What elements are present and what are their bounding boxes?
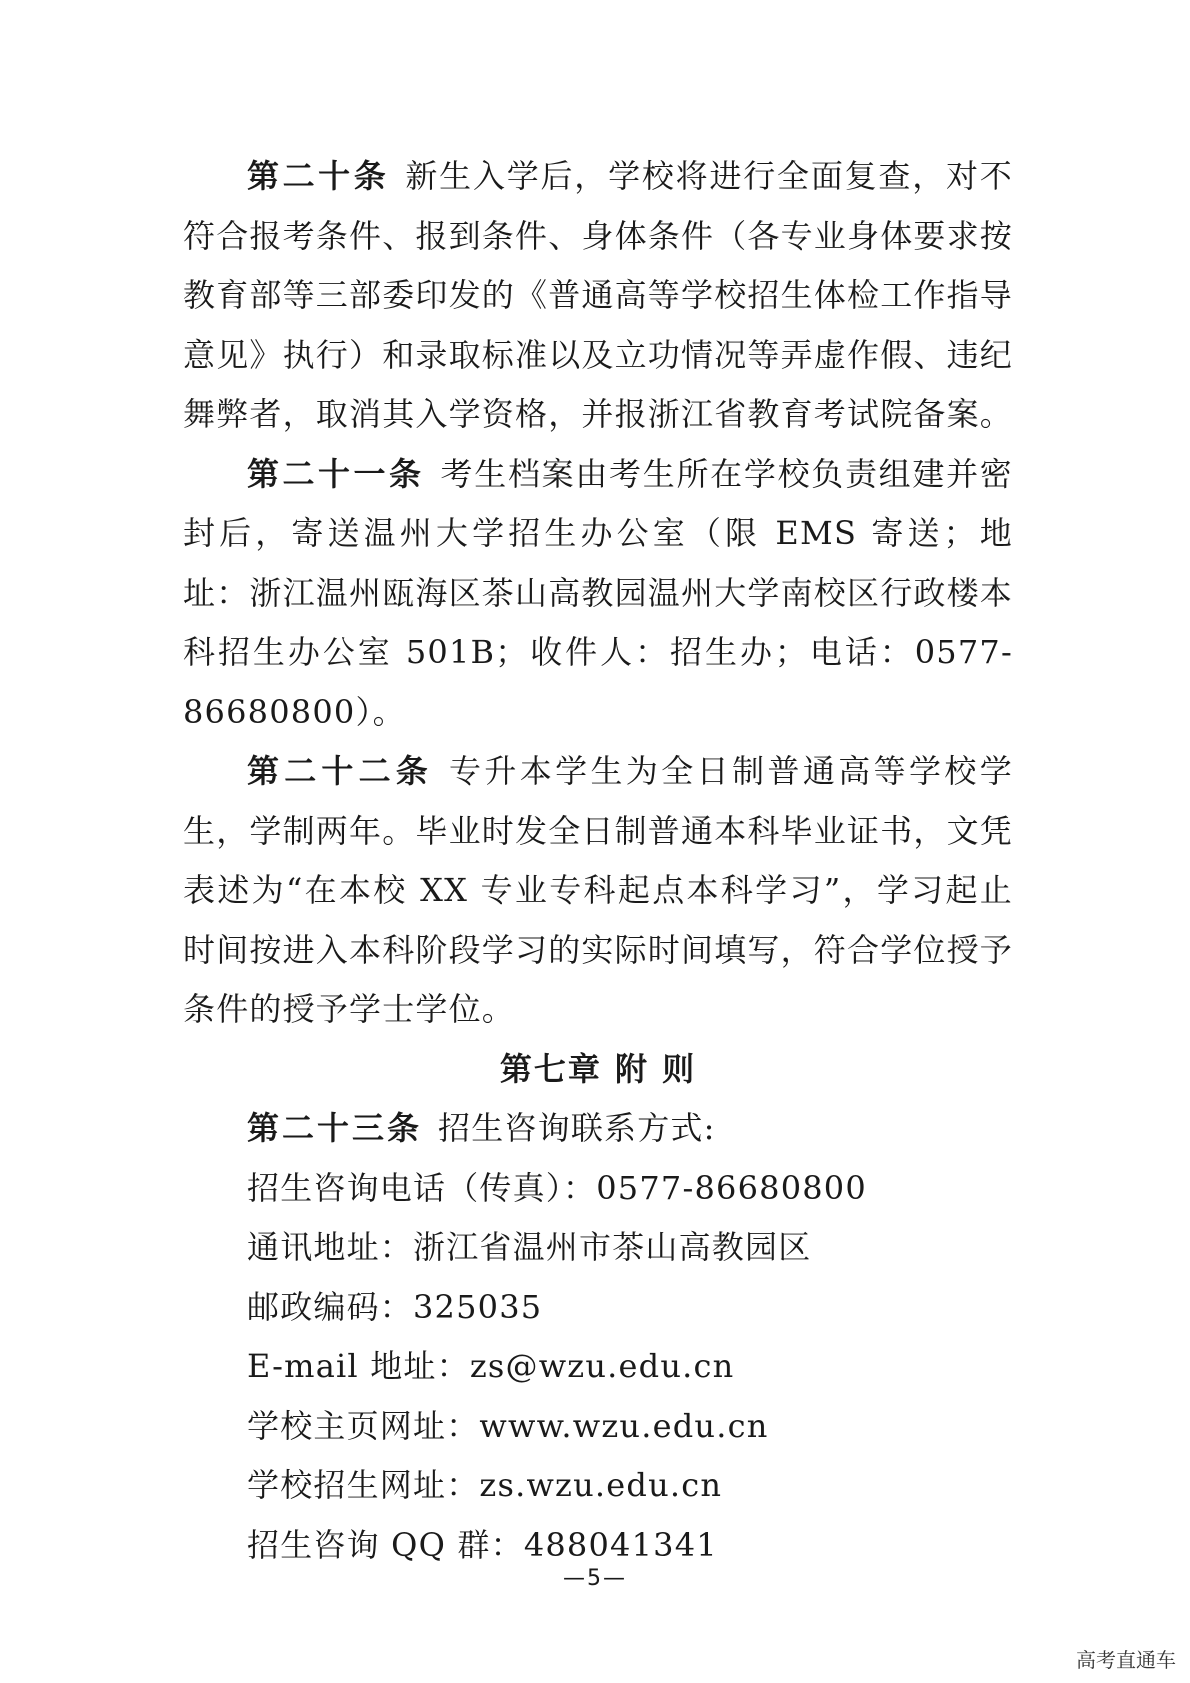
article-paragraph xyxy=(183,445,1013,743)
article-text: 考生档案由考生所在学校负责组建并密封后，寄送温州大学招生办公室（限 EMS 寄送；地址：浙江温州瓯海区茶山高教园温州大学南校区行政楼本科招生办公室 501B；收件人：招生办；电话：0577-86680800）。 xyxy=(183,454,1014,731)
article-paragraph xyxy=(183,147,1013,445)
contact-admissions-site: 学校招生网址：zs.wzu.edu.cn xyxy=(247,1466,723,1504)
article-number: 第二十一条 xyxy=(247,454,425,493)
article-number: 第二十二条 xyxy=(247,752,433,790)
article-number: 第二十三条 xyxy=(247,1109,423,1147)
article-paragraph xyxy=(183,1099,1013,1159)
article-text: 新生入学后，学校将进行全面复查，对不符合报考条件、报到条件、身体条件（各专业身体要求按教育部等三部委印发的《普通高等学校招生体检工作指导意见》执行）和录取标准以及立功情况等弄虚作假、违纪舞弊者，取消其入学资格，并报浙江省教育考试院备案。 xyxy=(183,157,1014,433)
chapter-heading: 第七章 附 则 xyxy=(499,1049,697,1088)
contact-list xyxy=(183,1159,1013,1576)
contact-email: E-mail 地址：zs@wzu.edu.cn xyxy=(247,1347,735,1385)
article-paragraph xyxy=(183,742,1013,1040)
contact-address: 通讯地址：浙江省温州市茶山高教园区 xyxy=(247,1228,812,1266)
watermark: 高考直通车 xyxy=(1076,1648,1176,1672)
document-body xyxy=(183,147,1013,1575)
page-number: —5— xyxy=(563,1566,627,1591)
contact-postcode: 邮政编码：325035 xyxy=(247,1287,543,1326)
contact-phone: 招生咨询电话（传真）：0577-86680800 xyxy=(247,1168,867,1207)
contact-qq-group: 招生咨询 QQ 群：488041341 xyxy=(247,1525,718,1564)
article-text: 招生咨询联系方式: xyxy=(438,1109,716,1147)
contact-homepage: 学校主页网址：www.wzu.edu.cn xyxy=(247,1406,769,1445)
article-number: 第二十条 xyxy=(247,157,390,195)
article-text: 专升本学生为全日制普通高等学校学生，学制两年。毕业时发全日制普通本科毕业证书，文凭表述为“在本校 XX 专业专科起点本科学习”，学习起止时间按进入本科阶段学习的实际时间填写，符合学位授予条件的授予学士学位。 xyxy=(183,752,1014,1028)
